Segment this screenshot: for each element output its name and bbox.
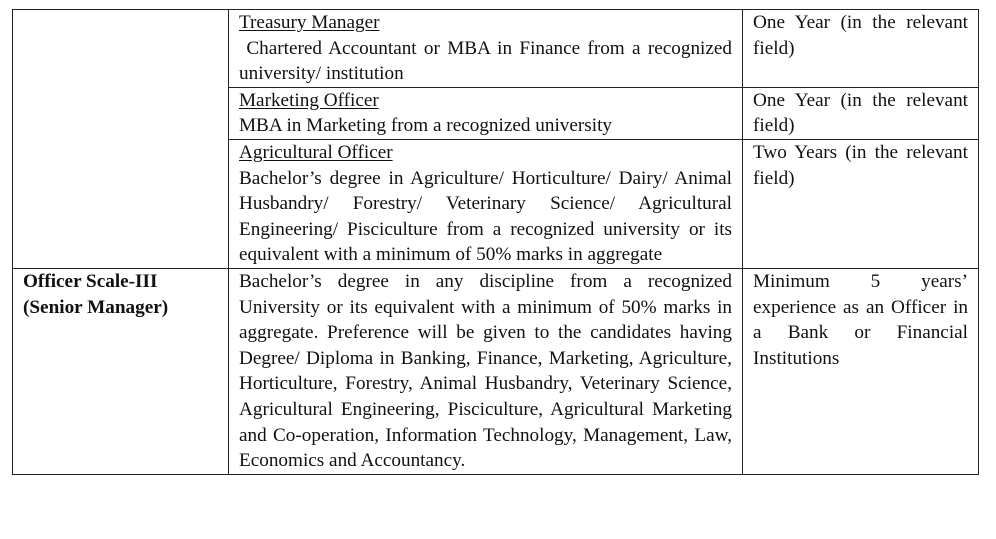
post-title: Treasury Manager [239, 12, 380, 33]
post-title: Marketing Officer [239, 89, 379, 111]
experience-text: One Year (in the relevant field) [753, 89, 968, 137]
qualification-text: MBA in Marketing from a recognized university [239, 115, 613, 137]
scale-label-line2: (Senior Manager) [23, 296, 169, 318]
qualification-text: Chartered Accountant or MBA in Finance from a recognized university/ institution [239, 37, 733, 85]
post-cell [229, 10, 743, 88]
experience-text: Two Years (in the relevant field) [753, 141, 968, 189]
experience-cell [743, 10, 979, 88]
scale-label-line1: Officer Scale-III [23, 270, 158, 292]
experience-text: Minimum 5 years’ experience as an Officer in a Bank or Financial Institutions [753, 270, 968, 369]
qualification-text: Bachelor’s degree in any discipline from a recognized University or its equivalent with a minimum of 50% marks in aggregate. Preference will be given to the candidates having Degree/ Diploma in Banking, Finance, Marketing, Agriculture, Horticulture, Forestry, Animal Husbandry, Veterinary Science, Agricultural Engineering, Pisciculture, Agricultural Marketing and Co-operation, Information Technology, Management, Law, Economics and Accountancy. [239, 270, 732, 472]
eligibility-table [12, 9, 979, 475]
post-title: Agricultural Officer [239, 141, 393, 163]
table-row-treasury-manager [13, 10, 979, 88]
experience-cell [743, 139, 979, 268]
qualification-cell [229, 268, 743, 474]
scale-cell-empty [13, 10, 229, 269]
experience-cell [743, 87, 979, 139]
post-cell [229, 87, 743, 139]
qualification-text: Bachelor’s degree in Agriculture/ Horticulture/ Dairy/ Animal Husbandry/ Forestry/ Veterinary Science/ Agricultural Engineering/ Pisciculture from a recognized university or its equivalent with a minimum of 50% marks in aggregate [239, 167, 732, 266]
scale-cell [13, 268, 229, 474]
post-cell [229, 139, 743, 268]
table-row-officer-scale-iii [13, 268, 979, 474]
experience-cell [743, 268, 979, 474]
experience-text: One Year (in the relevant field) [753, 12, 968, 59]
